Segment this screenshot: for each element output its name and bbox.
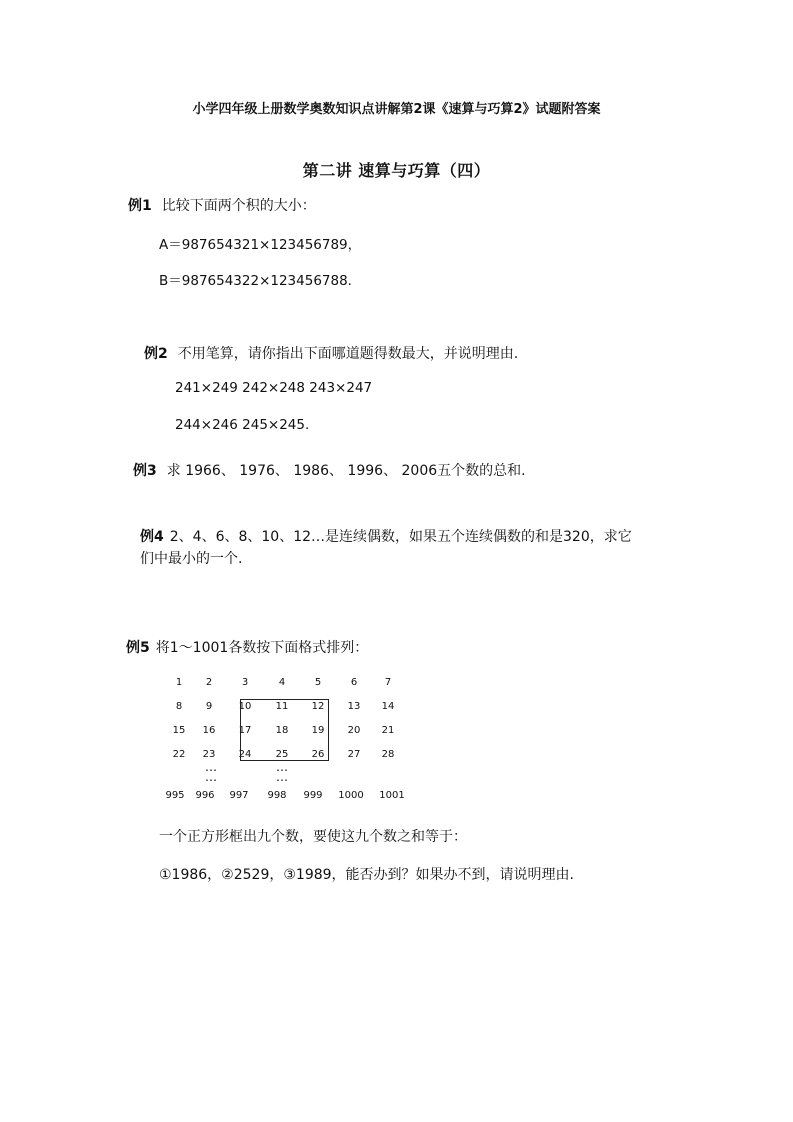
grid-cell: 10 <box>238 701 252 712</box>
example-text: 2、4、6、8、10、12…是连续偶数，如果五个连续偶数的和是320，求它 <box>169 529 632 545</box>
grid-cell: 12 <box>311 701 325 712</box>
grid-cell: 20 <box>347 725 361 736</box>
grid-cell: 9 <box>205 701 213 712</box>
lecture-title: 第二讲 速算与巧算（四） <box>302 161 491 180</box>
grid-cell: 25 <box>275 749 289 760</box>
grid-cell: 11 <box>275 701 289 712</box>
grid-cell: 17 <box>238 725 252 736</box>
example-text: 不用笔算，请你指出下面哪道题得数最大，并说明理由. <box>177 346 519 362</box>
grid-cell: 18 <box>275 725 289 736</box>
expression-line: A＝987654321×123456789， <box>159 237 362 253</box>
grid-cell: 2 <box>205 677 213 688</box>
grid-cell: 998 <box>267 790 287 801</box>
example-4 <box>140 526 632 546</box>
example-text: 比较下面两个积的大小： <box>161 198 316 214</box>
grid-cell: 22 <box>172 749 186 760</box>
grid-cell: 27 <box>347 749 361 760</box>
ellipsis: … <box>205 770 217 784</box>
grid-cell: 21 <box>381 725 395 736</box>
ellipsis: … <box>276 760 288 774</box>
example-text: 将1～1001各数按下面格式排列： <box>155 640 369 656</box>
example-1 <box>128 195 316 215</box>
example-label: 例4 <box>140 529 164 545</box>
ellipsis: … <box>276 770 288 784</box>
expression-line: 241×249 242×248 243×247 <box>175 380 373 396</box>
ellipsis: … <box>205 760 217 774</box>
options-text: ①1986，②2529，③1989，能否办到？如果办不到，请说明理由. <box>159 867 574 883</box>
grid-cell: 14 <box>381 701 395 712</box>
grid-cell: 996 <box>195 790 215 801</box>
grid-cell: 8 <box>175 701 183 712</box>
grid-cell: 28 <box>381 749 395 760</box>
grid-cell: 23 <box>202 749 216 760</box>
example-3 <box>133 460 526 480</box>
example-5 <box>126 637 368 657</box>
expression-line: 244×246 245×245. <box>175 417 310 433</box>
document-title: 小学四年级上册数学奥数知识点讲解第2课《速算与巧算2》试题附答案 <box>192 102 601 117</box>
expression-line: B＝987654322×123456788. <box>159 273 352 289</box>
example-text-continued: 们中最小的一个. <box>140 551 243 567</box>
grid-cell: 26 <box>311 749 325 760</box>
grid-cell: 13 <box>347 701 361 712</box>
grid-cell: 3 <box>241 677 249 688</box>
grid-cell: 1001 <box>379 790 405 801</box>
grid-cell: 997 <box>229 790 249 801</box>
grid-cell: 999 <box>303 790 323 801</box>
grid-cell: 5 <box>314 677 322 688</box>
grid-cell: 995 <box>165 790 185 801</box>
example-2 <box>144 343 518 363</box>
grid-cell: 4 <box>278 677 286 688</box>
grid-cell: 15 <box>172 725 186 736</box>
example-label: 例3 <box>133 463 157 479</box>
grid-cell: 16 <box>202 725 216 736</box>
square-frame <box>240 699 329 761</box>
grid-cell: 1 <box>175 677 183 688</box>
grid-cell: 19 <box>311 725 325 736</box>
grid-cell: 7 <box>384 677 392 688</box>
example-label: 例1 <box>128 198 152 214</box>
question-text: 一个正方形框出九个数，要使这九个数之和等于： <box>159 829 467 845</box>
example-label: 例2 <box>144 346 168 362</box>
grid-cell: 6 <box>350 677 358 688</box>
example-text: 求 1966、 1976、 1986、 1996、 2006五个数的总和. <box>166 463 526 479</box>
grid-cell: 24 <box>238 749 252 760</box>
example-label: 例5 <box>126 640 150 656</box>
grid-cell: 1000 <box>338 790 364 801</box>
